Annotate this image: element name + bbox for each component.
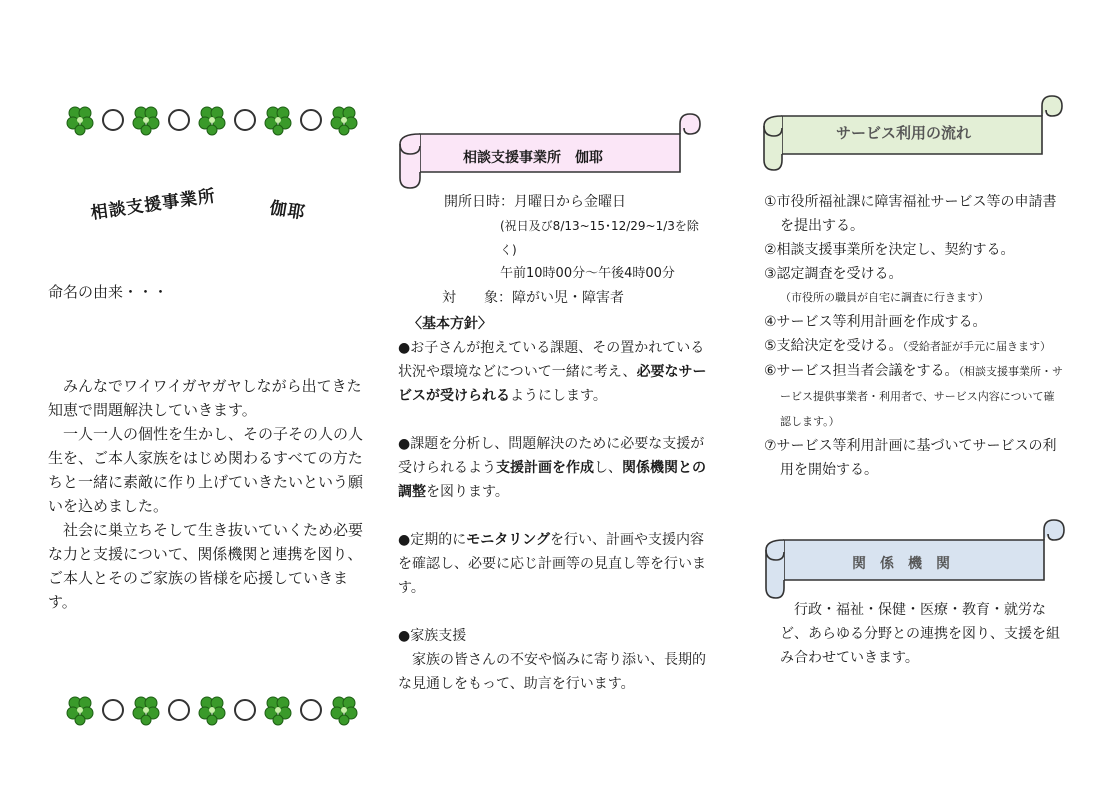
flow-step-3-note: （市役所の職員が自宅に調査に行きます） <box>780 291 989 304</box>
clover-icon <box>196 104 228 136</box>
clover-icon <box>262 694 294 726</box>
flow-step-7: ⑦サービス等利用計画に基づいてサービスの利用を開始する。 <box>764 438 1057 478</box>
clover-icon <box>328 104 360 136</box>
ring-icon <box>234 699 256 721</box>
basic-policy <box>398 312 714 696</box>
office-banner-title: 相談支援事業所 伽耶 <box>463 150 603 166</box>
related-banner-title: 関 係 機 関 <box>852 556 950 572</box>
ring-icon <box>300 109 322 131</box>
clover-icon <box>196 694 228 726</box>
ring-icon <box>168 699 190 721</box>
flow-step-4: ④サービス等利用計画を作成する。 <box>764 314 987 330</box>
policy-item-2: ●課題を分析し、問題解決のために必要な支援が受けられるよう支援計画を作成し、関係機関との調整を図ります。 <box>398 436 706 500</box>
related-text: 行政・福祉・保健・医療・教育・就労など、あらゆる分野との連携を図り、支援を組み合わせていきます。 <box>780 602 1060 666</box>
flow-banner-title: サービス利用の流れ <box>836 124 972 142</box>
policy-item-3: ●定期的にモニタリングを行い、計画や支援内容を確認し、必要に応じ計画等の見直し等を行います。 <box>398 532 706 596</box>
service-flow-steps <box>764 190 1064 482</box>
origin-paragraph-2: 一人一人の個性を生かし、その子その人の人生を、ご本人家族をはじめ関わるすべての方たちと一緒に素敵に作り上げていきたいという願いを込めました。 <box>48 425 364 515</box>
clover-icon <box>64 104 96 136</box>
clover-icon <box>130 694 162 726</box>
ring-icon <box>234 109 256 131</box>
ring-icon <box>300 699 322 721</box>
office-name-arc: 相談支援事業所 <box>89 186 218 224</box>
clover-ring-border-top <box>64 104 360 136</box>
related-agencies-text <box>764 598 1064 670</box>
ring-icon <box>102 109 124 131</box>
flow-step-6: ⑥サービス担当者会議をする。（相談支援事業所・サービス提供事業者・利用者で、サービス内容について確認します。） <box>764 363 1064 428</box>
origin-paragraph-1: みんなでワイワイガヤガヤしながら出てきた知恵で問題解決していきます。 <box>48 377 362 419</box>
flow-step-2: ②相談支援事業所を決定し、契約する。 <box>764 242 1015 258</box>
ring-icon <box>168 109 190 131</box>
policy-item-1: ●お子さんが抱えている課題、その置かれている状況や環境などについて一緒に考え、必要なサービスが受けられるようにします。 <box>398 340 707 404</box>
clover-icon <box>328 694 360 726</box>
clover-ring-border-bottom <box>64 694 360 726</box>
flow-step-1: ①市役所福祉課に障害福祉サービス等の申請書を提出する。 <box>764 194 1057 234</box>
hours-time: 午前10時00分～午後4時00分 <box>500 266 675 281</box>
clover-icon <box>64 694 96 726</box>
clover-icon <box>262 104 294 136</box>
family-support-heading: ●家族支援 <box>398 628 467 644</box>
target-label: 対 象：障がい児・障害者 <box>442 290 624 306</box>
hours-label: 開所日時：月曜日から金曜日 <box>444 194 626 210</box>
office-name-sub-arc: 伽耶 <box>268 198 307 224</box>
naming-origin-label: 命名の由来・・・ <box>48 283 169 301</box>
flow-step-5: ⑤支給決定を受ける。（受給者証が手元に届きます） <box>764 338 1052 354</box>
naming-origin-body <box>48 374 368 614</box>
ring-icon <box>102 699 124 721</box>
hours-exclusion: (祝日及び8/13~15･12/29~1/3を除く) <box>500 219 699 257</box>
family-support-text: 家族の皆さんの不安や悩みに寄り添い、長期的な見通しをもって、助言を行います。 <box>398 652 706 692</box>
clover-icon <box>130 104 162 136</box>
policy-heading: 〈基本方針〉 <box>408 316 492 332</box>
flow-step-3: ③認定調査を受ける。 <box>764 266 903 282</box>
office-info <box>398 190 714 310</box>
origin-paragraph-3: 社会に巣立ちそして生き抜いていくため必要な力と支援について、関係機関と連携を図り、ご本人とそのご家族の皆様を応援していきます。 <box>48 521 364 611</box>
